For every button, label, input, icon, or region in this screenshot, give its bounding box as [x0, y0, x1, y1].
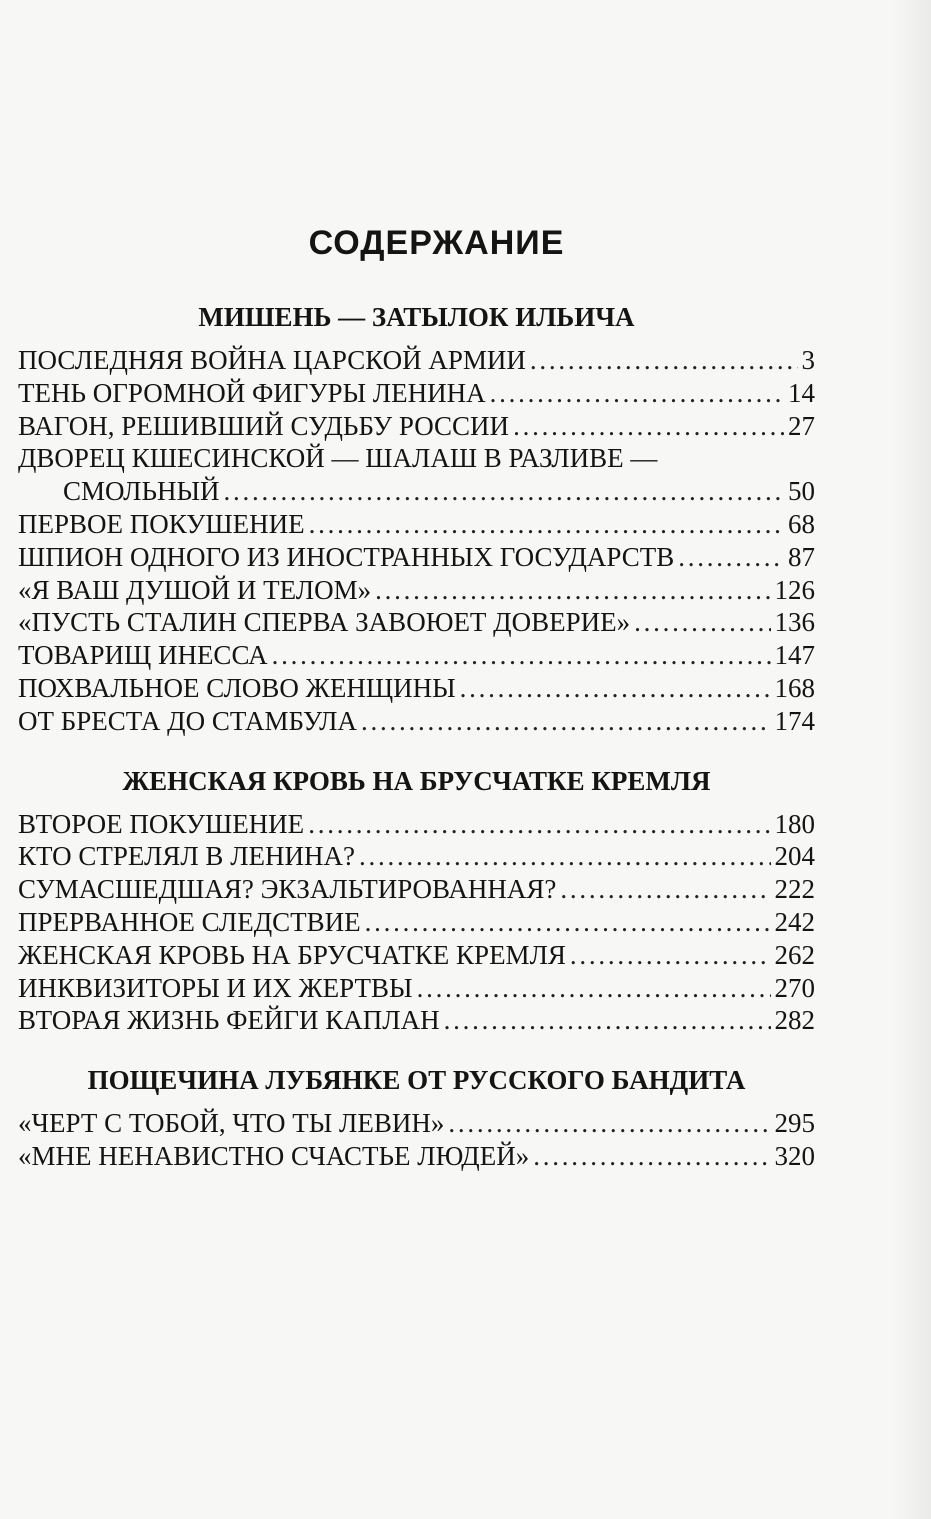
- toc-entry[interactable]: [18, 410, 815, 443]
- toc-entry[interactable]: [18, 840, 815, 873]
- page-number: 136: [774, 607, 815, 638]
- toc-entry-multiline[interactable]: [18, 442, 815, 508]
- dot-leader: [224, 475, 784, 508]
- page-number: 262: [774, 939, 815, 970]
- toc-section: [18, 1063, 815, 1173]
- page-number: 14: [788, 377, 815, 408]
- page-number: 87: [788, 541, 815, 572]
- toc-entry[interactable]: [18, 972, 815, 1005]
- entry-title: «Я ВАШ ДУШОЙ И ТЕЛОМ»: [18, 574, 372, 605]
- section-title: ЖЕНСКАЯ КРОВЬ НА БРУСЧАТКЕ КРЕМЛЯ: [122, 765, 711, 796]
- entry-title: ПРЕРВАННОЕ СЛЕДСТВИЕ: [18, 906, 361, 937]
- entry-title: ЖЕНСКАЯ КРОВЬ НА БРУСЧАТКЕ КРЕМЛЯ: [18, 939, 566, 970]
- page-number: 242: [774, 906, 815, 937]
- page-number: 204: [774, 841, 815, 872]
- page-number: 168: [774, 672, 815, 703]
- dot-leader: [560, 873, 770, 906]
- dot-leader: [513, 410, 784, 443]
- toc-entry[interactable]: [18, 906, 815, 939]
- entry-title: «ПУСТЬ СТАЛИН СПЕРВА ЗАВОЮЕТ ДОВЕРИЕ»: [18, 607, 631, 638]
- entry-title: ВТОРОЕ ПОКУШЕНИЕ: [18, 808, 305, 839]
- page-number: 174: [774, 705, 815, 736]
- toc-entry[interactable]: [18, 873, 815, 906]
- toc-entry[interactable]: [18, 1107, 815, 1140]
- page-number: 222: [774, 874, 815, 905]
- table-of-contents: [18, 222, 815, 1199]
- entry-title: «ЧЕРТ С ТОБОЙ, ЧТО ТЫ ЛЕВИН»: [18, 1108, 445, 1139]
- dot-leader: [530, 344, 798, 377]
- toc-entry[interactable]: [18, 639, 815, 672]
- page-number: 320: [774, 1140, 815, 1171]
- dot-leader: [361, 705, 771, 738]
- toc-section: [18, 300, 815, 738]
- toc-entry[interactable]: [18, 1140, 815, 1173]
- dot-leader: [272, 639, 771, 672]
- dot-leader: [359, 840, 771, 873]
- entry-title: СУМАСШЕДШАЯ? ЭКЗАЛЬТИРОВАННАЯ?: [18, 874, 557, 905]
- section-title: МИШЕНЬ — ЗАТЫЛОК ИЛЬИЧА: [198, 302, 635, 332]
- entry-title: КТО СТРЕЛЯЛ В ЛЕНИНА?: [18, 841, 355, 872]
- dot-leader: [490, 377, 784, 410]
- entry-title: ИНКВИЗИТОРЫ И ИХ ЖЕРТВЫ: [18, 972, 413, 1003]
- page-edge-shadow: [891, 0, 931, 1519]
- entry-title: ТЕНЬ ОГРОМНОЙ ФИГУРЫ ЛЕНИНА: [18, 377, 486, 408]
- page-number: 126: [774, 574, 815, 605]
- entry-title: ОТ БРЕСТА ДО СТАМБУЛА: [18, 705, 357, 736]
- toc-entry[interactable]: [18, 508, 815, 541]
- entry-title: ПОХВАЛЬНОЕ СЛОВО ЖЕНЩИНЫ: [18, 672, 456, 703]
- toc-entry[interactable]: [18, 672, 815, 705]
- entry-title: ПЕРВОЕ ПОКУШЕНИЕ: [18, 508, 305, 539]
- entry-title: ТОВАРИЩ ИНЕССА: [18, 640, 268, 671]
- toc-entry[interactable]: [18, 344, 815, 377]
- dot-leader: [533, 1140, 770, 1173]
- entry-title: «МНЕ НЕНАВИСТНО СЧАСТЬЕ ЛЮДЕЙ»: [18, 1140, 530, 1171]
- dot-leader: [448, 1107, 770, 1140]
- toc-entry[interactable]: [18, 939, 815, 972]
- dot-leader: [365, 906, 771, 939]
- page-number: 68: [788, 508, 815, 539]
- page-title: СОДЕРЖАНИЕ: [308, 224, 565, 262]
- page-number: 27: [788, 410, 815, 441]
- dot-leader: [634, 606, 770, 639]
- page-number: 270: [774, 972, 815, 1003]
- toc-entry[interactable]: [18, 705, 815, 738]
- dot-leader: [678, 541, 784, 574]
- page-number: 282: [774, 1005, 815, 1036]
- page-number: 50: [788, 476, 815, 507]
- dot-leader: [375, 574, 770, 607]
- dot-leader: [460, 672, 771, 705]
- page-number: 3: [801, 345, 815, 375]
- section-title: ПОЩЕЧИНА ЛУБЯНКЕ ОТ РУССКОГО БАНДИТА: [87, 1065, 746, 1096]
- toc-entry[interactable]: [18, 574, 815, 607]
- toc-entry[interactable]: [18, 541, 815, 574]
- toc-section: [18, 764, 815, 1038]
- toc-entry[interactable]: [18, 1004, 815, 1037]
- toc-entry[interactable]: [18, 377, 815, 410]
- entry-title-line2: СМОЛЬНЫЙ: [63, 476, 220, 507]
- entry-title: ВАГОН, РЕШИВШИЙ СУДЬБУ РОССИИ: [18, 410, 510, 441]
- page-number: 180: [774, 808, 815, 839]
- dot-leader: [309, 508, 784, 541]
- toc-entry[interactable]: [18, 606, 815, 639]
- page-number: 147: [774, 640, 815, 671]
- dot-leader: [444, 1004, 771, 1037]
- entry-title-line1: ДВОРЕЦ КШЕСИНСКОЙ — ШАЛАШ В РАЗЛИВЕ —: [18, 443, 658, 474]
- entry-title: ВТОРАЯ ЖИЗНЬ ФЕЙГИ КАПЛАН: [18, 1005, 440, 1036]
- dot-leader: [570, 939, 771, 972]
- entry-title: ШПИОН ОДНОГО ИЗ ИНОСТРАННЫХ ГОСУДАРСТВ: [18, 541, 675, 572]
- dot-leader: [308, 808, 770, 841]
- entry-title: ПОСЛЕДНЯЯ ВОЙНА ЦАРСКОЙ АРМИИ: [18, 345, 526, 375]
- dot-leader: [417, 972, 771, 1005]
- toc-entry[interactable]: [18, 808, 815, 841]
- page-number: 295: [774, 1108, 815, 1139]
